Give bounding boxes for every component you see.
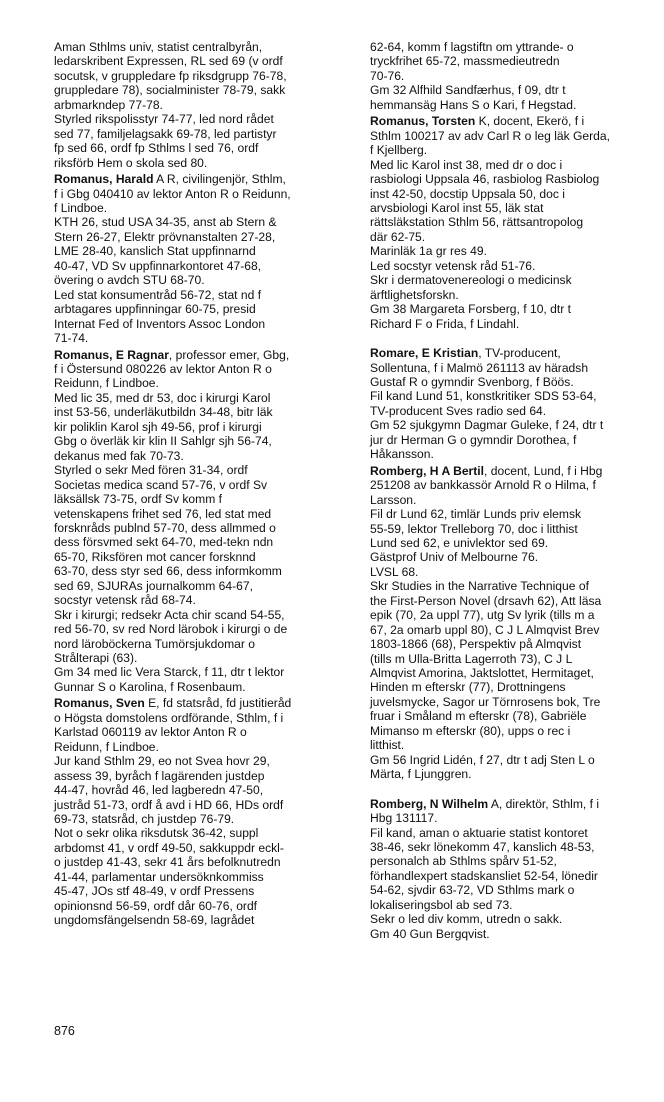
line-text: LVSL 68. [370,564,419,579]
line-text: Lund sed 62, e univlektor sed 69. [370,535,549,550]
text-line [370,579,662,593]
line-text: Reidunn, f Lindboe. [54,739,159,754]
line-text: rättsläkstation Sthlm 56, rättsantropolog [370,215,584,230]
text-line [370,652,662,666]
line-text: 65-70, Riksfören mot cancer forsknnd [54,549,256,564]
line-text: 45-47, JOs stf 48-49, v ordf Pressens [54,884,255,899]
text-line [370,288,662,302]
line-text: ärftlighetsforskn. [370,287,459,302]
text-line [370,478,662,492]
text-line [370,187,662,201]
entry-name: Romare, E Kristian [370,346,479,361]
line-text: litthist. [370,738,405,753]
text-line [54,69,354,83]
line-text: övering o avdch STU 68-70. [54,273,205,288]
text-line [54,463,354,477]
text-line [370,375,662,389]
line-text: Håkansson. [370,447,434,462]
line-text: 1803-1866 (68), Perspektiv på Almqvist [370,637,582,652]
text-line [54,98,354,112]
line-text: riksförb Hem o skola sed 80. [54,155,208,170]
line-text: Marinläk 1a gr res 49. [370,244,487,259]
line-text: 54-62, sjvdir 63-72, VD Sthlms mark o [370,883,575,898]
text-line [370,594,662,608]
line-text: LME 28-40, kanslich Stat uppfinnarnd [54,244,256,259]
line-text: Skr Studies in the Narrative Technique of [370,579,589,594]
line-text: Gustaf R o gymndir Svenborg, f Böös. [370,374,574,389]
line-text: 55-59, lektor Trelleborg 70, doc i litthist [370,521,578,536]
text-line [54,434,354,448]
line-text: fp sed 66, ordf fp Sthlms l sed 76, ordf [54,141,259,156]
text-line [370,680,662,694]
entry-spacer [370,782,662,797]
text-line [54,608,354,622]
line-text: K, docent, Ekerö, f i [475,114,585,129]
line-text: 251208 av bankkassör Arnold R o Hilma, f [370,478,596,493]
line-text: KTH 26, stud USA 34-35, anst ab Stern & [54,215,277,230]
line-text: nord läroböckerna Tumörsjukdomar o [54,636,255,651]
line-text: assess 39, byråch f lagärenden justdep [54,768,265,783]
line-text: 63-70, dess styr sed 66, dess informkomm [54,564,282,579]
line-text: där 62-75. [370,229,426,244]
text-line [54,798,354,812]
line-text: Gm 32 Alfhild Sandfærhus, f 09, dtr t [370,83,566,98]
text-line [370,826,662,840]
text-line [370,695,662,709]
line-text: f i Gbg 040410 av lektor Anton R o Reidunn, [54,186,291,201]
text-line [370,840,662,854]
text-line [54,492,354,506]
line-text: Styrled rikspolisstyr 74-77, led nord rådet [54,112,274,127]
text-line [54,521,354,535]
text-line [54,622,354,636]
line-text: 69-73, statsråd, ch justdep 76-79. [54,812,235,827]
text-line [370,883,662,897]
text-line [370,346,662,360]
text-line [370,536,662,550]
text-line [370,898,662,912]
line-text: arbtagares uppfinningar 60-75, presid [54,302,256,317]
text-line [370,797,662,811]
line-text: personalch ab Sthlms spårv 51-52, [370,854,557,869]
text-line [54,870,354,884]
line-text: 70-76. [370,68,405,83]
line-text: Mimanso m efterskr (80), upps o rec i [370,723,571,738]
line-text: inst 42-50, docstip Uppsala 50, doc i [370,186,565,201]
line-text: Gm 34 med lic Vera Starck, f 11, dtr t lektor [54,665,285,680]
text-line [370,259,662,273]
text-line [54,391,354,405]
line-text: Larsson. [370,492,417,507]
text-line [54,550,354,564]
text-line [370,550,662,564]
line-text: Hbg 131117. [370,811,438,826]
text-line [54,317,354,331]
text-line [370,129,662,143]
line-text: jur dr Herman G o gymndir Dorothea, f [370,432,577,447]
line-text: f Lindboe. [54,200,108,215]
line-text: 40-47, VD Sv uppfinnarkontoret 47-68, [54,258,262,273]
line-text: gruppledare 78), socialminister 78-79, sakk [54,83,286,98]
text-line [370,608,662,622]
line-text: TV-producent Sves radio sed 64. [370,403,547,418]
line-text: Richard F o Frida, f Lindahl. [370,316,520,331]
line-text: Hinden m efterskr (77), Drottningens [370,680,566,695]
text-line [370,637,662,651]
line-text: Karlstad 060119 av lektor Anton R o [54,725,247,740]
line-text: dess försvmed sekt 64-70, med-tekn ndn [54,535,274,550]
line-text: (tills m Ulla-Britta Lagerroth 73), C J L [370,651,573,666]
text-line [54,841,354,855]
text-line [370,507,662,521]
page-number: 876 [54,1024,75,1038]
entry-name: Romanus, Harald [54,172,154,187]
text-line [54,54,354,68]
text-line [370,114,662,128]
text-line [370,447,662,461]
text-line [54,740,354,754]
text-line [370,869,662,883]
line-text: Not o sekr olika riksdutsk 36-42, suppl [54,826,259,841]
biography-entry [370,346,662,462]
entry-name: Romanus, Torsten [370,114,476,129]
line-text: o justdep 41-43, sekr 41 års befolknutredn [54,855,281,870]
text-line [54,172,354,186]
line-text: ledarskribent Expressen, RL sed 69 (v ordf [54,54,283,69]
text-line [54,288,354,302]
text-line [54,302,354,316]
text-line [370,40,662,54]
text-line [370,433,662,447]
text-line [54,215,354,229]
line-text: sed 77, familjelagsakk 69-78, led partistyr [54,126,277,141]
text-line [370,244,662,258]
line-text: arbdomst 41, v ordf 49-50, sakkuppdr eckl- [54,840,284,855]
text-line [54,230,354,244]
text-line [54,127,354,141]
line-text: sed 69, SJURAs journalkomm 64-67, [54,578,253,593]
line-text: Gm 40 Gun Bergqvist. [370,926,490,941]
text-line [370,738,662,752]
line-text: o Högsta domstolens ordförande, Sthlm, f i [54,710,284,725]
text-line [54,680,354,694]
text-line [370,854,662,868]
line-text: tryckfrihet 65-72, massmedieutredn [370,54,560,69]
text-line [370,302,662,316]
text-line [370,493,662,507]
text-line [370,172,662,186]
line-text: arbmarkndep 77-78. [54,97,163,112]
line-text: Märta, f Ljunggren. [370,767,472,782]
text-line [370,464,662,478]
text-line [54,244,354,258]
text-line [370,143,662,157]
text-line [54,273,354,287]
biography-entry [54,696,354,927]
text-line [54,156,354,170]
line-text: Skr i dermatovenereologi o medicinsk [370,273,572,288]
line-text: A R, civilingenjör, Sthlm, [153,172,286,187]
line-text: 71-74. [54,331,89,346]
text-line [370,912,662,926]
text-line [370,317,662,331]
text-line [54,711,354,725]
line-text: Strålterapi (63). [54,651,138,666]
text-line [370,565,662,579]
biography-entry [370,40,662,112]
text-line [370,389,662,403]
line-text: Reidunn, f Lindboe. [54,376,159,391]
text-line [54,420,354,434]
line-text: Jur kand Sthlm 29, eo not Svea hovr 29, [54,754,270,769]
line-text: epik (70, 2a uppl 77), utg Sv lyrik (tills m a [370,608,595,623]
text-line [54,769,354,783]
line-text: Gm 52 sjukgymn Dagmar Guleke, f 24, dtr t [370,418,604,433]
text-line [54,651,354,665]
text-line [54,141,354,155]
line-text: , professor emer, Gbg, [168,347,290,362]
text-line [54,331,354,345]
line-text: red 56-70, sv red Nord lärobok i kirurgi o de [54,622,288,637]
line-text: f i Östersund 080226 av lektor Anton R o [54,361,272,376]
text-line [370,158,662,172]
line-text: forsknråds publnd 57-70, dess allmmed o [54,520,276,535]
line-text: Sekr o led div komm, utredn o sakk. [370,912,563,927]
entry-name: Romberg, H A Bertil [370,463,485,478]
line-text: vetenskapens frihet sed 76, led stat med [54,506,272,521]
line-text: Styrled o sekr Med fören 31-34, ordf [54,463,248,478]
line-text: Gästprof Univ of Melbourne 76. [370,550,539,565]
text-line [370,69,662,83]
text-line [370,230,662,244]
line-text: kir poliklin Karol sjh 49-56, prof i kirurgi [54,419,262,434]
line-text: Skr i kirurgi; redsekr Acta chir scand 54-55, [54,607,285,622]
text-line [54,826,354,840]
line-text: Gunnar S o Karolina, f Rosenbaum. [54,679,246,694]
line-text: Sollentuna, f i Malmö 261113 av häradsh [370,360,589,375]
text-line [54,696,354,710]
line-text: juvelsmycke, Sagor ur Törnrosens bok, Tre [370,694,601,709]
text-line [54,812,354,826]
text-line [370,623,662,637]
text-line [54,884,354,898]
text-line [54,259,354,273]
line-text: A, direktör, Sthlm, f i [488,796,600,811]
text-line [54,535,354,549]
text-line [370,811,662,825]
text-line [370,215,662,229]
text-line [54,913,354,927]
text-line [370,361,662,375]
line-text: socutsk, v gruppledare fp riksdgrupp 76-78, [54,68,287,83]
text-line [370,709,662,723]
text-line [370,753,662,767]
left-column [54,40,354,928]
text-line [54,348,354,362]
text-line [54,478,354,492]
text-line [54,201,354,215]
line-text: E, fd statsråd, fd justitieråd [144,696,292,711]
line-text: inst 53-56, underläkutbildn 34-48, bitr läk [54,405,273,420]
line-text: läksällsk 73-75, ordf Sv komm f [54,492,223,507]
line-text: Internat Fed of Inventors Assoc London [54,316,266,331]
text-line [370,666,662,680]
line-text: Societas medica scand 57-76, v ordf Sv [54,477,268,492]
text-line [54,376,354,390]
line-text: Sthlm 100217 av adv Carl R o leg läk Gerda, [370,128,610,143]
text-line [370,54,662,68]
text-line [370,273,662,287]
line-text: Gbg o överläk kir klin II Sahlgr sjh 56-74, [54,434,272,449]
line-text: Stern 26-27, Elektr prövnanstalten 27-28, [54,229,276,244]
text-line [370,201,662,215]
text-line [370,404,662,418]
text-line [54,593,354,607]
biography-entry [370,464,662,782]
line-text: Gm 38 Margareta Forsberg, f 10, dtr t [370,302,571,317]
line-text: 67, 2a omarb uppl 80), C J L Almqvist Brev [370,622,600,637]
text-line [54,405,354,419]
entry-name: Romanus, Sven [54,696,145,711]
line-text: Gm 56 Ingrid Lidén, f 27, dtr t adj Sten L o [370,752,595,767]
line-text: lokaliseringsbol ab sed 73. [370,897,513,912]
text-line [54,362,354,376]
text-line [54,83,354,97]
text-line [370,927,662,941]
line-text: the First-Person Novel (drsavh 62), Att läsa [370,593,602,608]
text-line [54,187,354,201]
line-text: , docent, Lund, f i Hbg [484,463,603,478]
line-text: fruar i Småland m efterskr (78), Gabriële [370,709,587,724]
line-text: justråd 51-73, ordf å avd i HD 66, HDs ordf [54,797,284,812]
text-line [370,724,662,738]
entry-spacer [370,331,662,346]
line-text: rasbiologi Uppsala 46, rasbiolog Rasbiolog [370,172,600,187]
line-text: Fil dr Lund 62, timlär Lunds priv elemsk [370,507,582,522]
text-line [54,899,354,913]
line-text: Led socstyr vetensk råd 51-76. [370,258,536,273]
line-text: Led stat konsumentråd 56-72, stat nd f [54,287,262,302]
text-line [54,665,354,679]
right-column [370,40,662,941]
line-text: ungdomsfängelsendn 58-69, lagrådet [54,913,255,928]
text-line [54,725,354,739]
biography-entry [54,172,354,345]
line-text: Aman Sthlms univ, statist centralbyrån, [54,40,263,54]
text-line [54,507,354,521]
line-text: , TV-producent, [478,346,561,361]
text-line [54,579,354,593]
text-line [370,98,662,112]
biography-entry [370,114,662,331]
line-text: dekanus med fak 70-73. [54,448,184,463]
line-text: 62-64, komm f lagstiftn om yttrande- o [370,40,574,54]
line-text: 41-44, parlamentar undersöknkommiss [54,869,264,884]
text-line [54,449,354,463]
text-line [54,855,354,869]
entry-name: Romanus, E Ragnar [54,347,169,362]
text-line [370,418,662,432]
line-text: Med lic 35, med dr 53, doc i kirurgi Karol [54,390,271,405]
text-line [370,767,662,781]
biography-entry [54,348,354,695]
text-line [370,83,662,97]
biography-entry [370,797,662,942]
line-text: arvsbiologi Karol inst 55, läk stat [370,200,544,215]
line-text: hemmansäg Hans S o Kari, f Hegstad. [370,97,577,112]
line-text: Almqvist Amorina, Jaktslottet, Hermitaget, [370,666,594,681]
biography-entry [54,40,354,170]
text-line [54,637,354,651]
text-line [54,112,354,126]
line-text: socstyr vetensk råd 68-74. [54,593,196,608]
line-text: Fil kand, aman o aktuarie statist kontoret [370,825,588,840]
line-text: opinionsnd 56-59, ordf dår 60-76, ordf [54,898,258,913]
line-text: Fil kand Lund 51, konstkritiker SDS 53-64, [370,389,597,404]
line-text: 38-46, sekr lönekomm 47, kanslich 48-53, [370,840,595,855]
text-line [54,40,354,54]
entry-name: Romberg, N Wilhelm [370,796,489,811]
line-text: f Kjellberg. [370,143,428,158]
text-line [54,754,354,768]
text-line [370,522,662,536]
text-line [54,564,354,578]
text-line [54,783,354,797]
line-text: förhandlexpert stadskansliet 52-54, lönedir [370,868,598,883]
line-text: 44-47, hovråd 46, led lagberedn 47-50, [54,783,264,798]
line-text: Med lic Karol inst 38, med dr o doc i [370,157,563,172]
